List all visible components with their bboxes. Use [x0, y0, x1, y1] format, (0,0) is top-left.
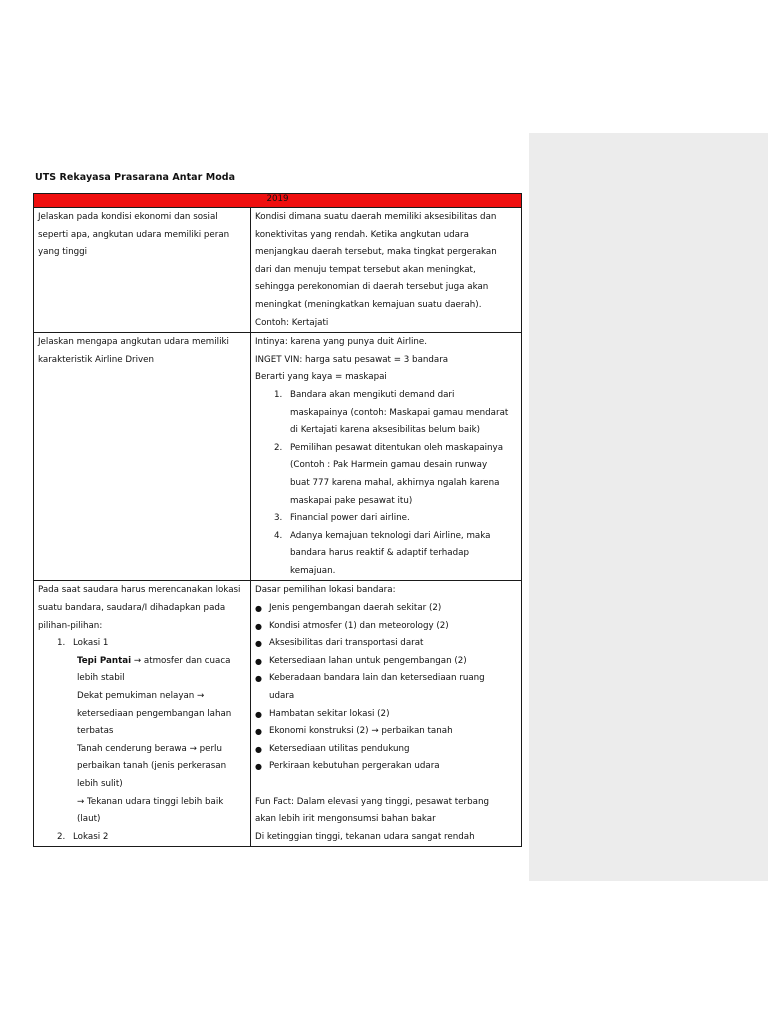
bullet-icon: ●: [255, 727, 262, 737]
list-text: Ekonomi konstruksi (2) → perbaikan tanah: [269, 726, 453, 737]
answer-line: Berarti yang kaya = maskapai: [255, 372, 387, 383]
exam-table: [33, 193, 522, 847]
question-cell: [34, 581, 251, 847]
list-item: [255, 600, 517, 618]
location-1-detail: perbaikan tanah (jenis perkerasan: [77, 761, 227, 772]
location-1-detail: (laut): [77, 814, 101, 825]
bullet-icon: ●: [255, 656, 262, 666]
list-text: maskapainya (contoh: Maskapai gamau mendarat: [290, 407, 509, 418]
location-1-item: [38, 635, 246, 653]
question-line: Jelaskan pada kondisi ekonomi dan sosial: [38, 212, 218, 222]
bullet-icon: ●: [255, 639, 262, 649]
bullet-icon: ●: [255, 762, 262, 772]
location-2-label: Lokasi 2: [73, 831, 109, 842]
table-row: [34, 333, 522, 581]
question-line: suatu bandara, saudara/I dihadapkan pada: [38, 603, 226, 614]
list-number: 1.: [57, 638, 66, 649]
location-2-item: [38, 829, 246, 847]
question-line: yang tinggi: [38, 247, 88, 258]
list-text: Financial power dari airline.: [290, 513, 410, 524]
list-item: [255, 758, 517, 776]
list-item: [255, 510, 517, 528]
comment-side-panel: [529, 133, 768, 881]
answer-cell: [251, 581, 522, 847]
question-line: karakteristik Airline Driven: [38, 354, 155, 365]
list-text: maskapai pake pesawat itu): [290, 495, 413, 506]
answer-line: Contoh: Kertajati: [255, 317, 329, 328]
list-item: [255, 635, 517, 653]
list-text: kemajuan.: [290, 565, 336, 576]
list-number: 2.: [274, 442, 283, 453]
location-1-detail: [38, 653, 246, 671]
location-1-detail: ketersediaan pengembangan lahan: [77, 708, 232, 719]
location-1-detail: lebih sulit): [77, 779, 123, 789]
tepi-pantai-label: Tepi Pantai: [77, 655, 132, 666]
list-text: di Kertajati karena aksesibilitas belum baik): [290, 425, 481, 436]
list-item: [255, 741, 517, 759]
answer-line: Intinya: karena yang punya duit Airline.: [255, 337, 428, 348]
answer-line: menjangkau daerah tersebut, maka tingkat pergerakan: [255, 247, 497, 258]
question-cell: [34, 208, 251, 333]
bullet-icon: ●: [255, 604, 262, 614]
list-item: [255, 723, 517, 741]
table-row: [34, 581, 522, 847]
list-text: Ketersediaan utilitas pendukung: [269, 743, 410, 754]
answer-line: meningkat (meningkatkan kemajuan suatu daerah).: [255, 299, 482, 310]
list-item: [255, 706, 517, 724]
answer-line: INGET VIN: harga satu pesawat = 3 bandara: [255, 354, 449, 365]
year-header-row: [34, 194, 522, 208]
year-header: 2019: [34, 194, 522, 208]
question-line: Pada saat saudara harus merencanakan lokasi: [38, 585, 241, 596]
answer-line: dari dan menuju tempat tersebut akan meningkat,: [255, 264, 476, 275]
fun-fact-line: Fun Fact: Dalam elevasi yang tinggi, pesawat terbang: [255, 796, 489, 807]
list-text: Jenis pengembangan daerah sekitar (2): [269, 603, 442, 614]
list-number: 4.: [274, 530, 283, 541]
question-cell: [34, 333, 251, 581]
answer-line: Kondisi dimana suatu daerah memiliki aksesibilitas dan: [255, 212, 497, 222]
list-item: [255, 653, 517, 671]
answer-line: sehingga perekonomian di daerah tersebut juga akan: [255, 282, 489, 293]
question-line: seperti apa, angkutan udara memiliki peran: [38, 229, 230, 240]
answer-cell: [251, 333, 522, 581]
bullet-list: [255, 600, 517, 776]
list-text: Bandara akan mengikuti demand dari: [290, 389, 455, 400]
list-item: [255, 670, 517, 705]
list-item: [255, 440, 517, 510]
table-row: [34, 208, 522, 333]
location-1-detail: Tanah cenderung berawa → perlu: [77, 743, 222, 754]
list-text: Pemilihan pesawat ditentukan oleh maskapainya: [290, 442, 504, 453]
list-text: Hambatan sekitar lokasi (2): [269, 708, 390, 719]
list-number: 3.: [274, 513, 283, 524]
list-text: Ketersediaan lahan untuk pengembangan (2): [269, 655, 467, 666]
list-text: Aksesibilitas dari transportasi darat: [269, 638, 424, 649]
list-text: udara: [269, 691, 295, 702]
list-item: [255, 387, 517, 440]
list-text: Perkiraan kebutuhan pergerakan udara: [269, 761, 440, 772]
answer-line: konektivitas yang rendah. Ketika angkutan udara: [255, 229, 469, 240]
bullet-icon: ●: [255, 674, 262, 684]
list-text: Adanya kemajuan teknologi dari Airline, maka: [290, 530, 491, 541]
list-item: [255, 618, 517, 636]
location-1-label: Lokasi 1: [73, 638, 109, 649]
blank-line: [255, 776, 517, 794]
list-text: (Contoh : Pak Harmein gamau desain runway: [290, 460, 488, 471]
fun-fact-line: Di ketinggian tinggi, tekanan udara sangat rendah: [255, 831, 475, 842]
list-item: [255, 528, 517, 581]
answer-line: Dasar pemilihan lokasi bandara:: [255, 585, 396, 596]
fun-fact-line: akan lebih irit mengonsumsi bahan bakar: [255, 814, 436, 825]
list-text: bandara harus reaktif & adaptif terhadap: [290, 548, 469, 559]
list-text: buat 777 karena mahal, akhirnya ngalah karena: [290, 477, 500, 488]
list-number: 1.: [274, 389, 283, 400]
bullet-icon: ●: [255, 709, 262, 719]
document-title: UTS Rekayasa Prasarana Antar Moda: [35, 172, 236, 183]
tepi-pantai-text: → atmosfer dan cuaca: [131, 655, 231, 666]
bullet-icon: ●: [255, 744, 262, 754]
answer-cell: [251, 208, 522, 333]
question-line: pilihan-pilihan:: [38, 620, 103, 631]
bullet-icon: ●: [255, 621, 262, 631]
location-1-detail: terbatas: [77, 726, 114, 737]
list-number: 2.: [57, 831, 66, 842]
location-1-detail: Dekat pemukiman nelayan →: [77, 691, 205, 702]
location-1-detail: lebih stabil: [77, 673, 125, 684]
list-text: Kondisi atmosfer (1) dan meteorology (2): [269, 620, 449, 631]
location-1-detail: → Tekanan udara tinggi lebih baik: [77, 796, 224, 807]
question-line: Jelaskan mengapa angkutan udara memiliki: [38, 337, 229, 348]
numbered-list: [255, 387, 517, 581]
list-text: Keberadaan bandara lain dan ketersediaan ruang: [269, 673, 485, 684]
